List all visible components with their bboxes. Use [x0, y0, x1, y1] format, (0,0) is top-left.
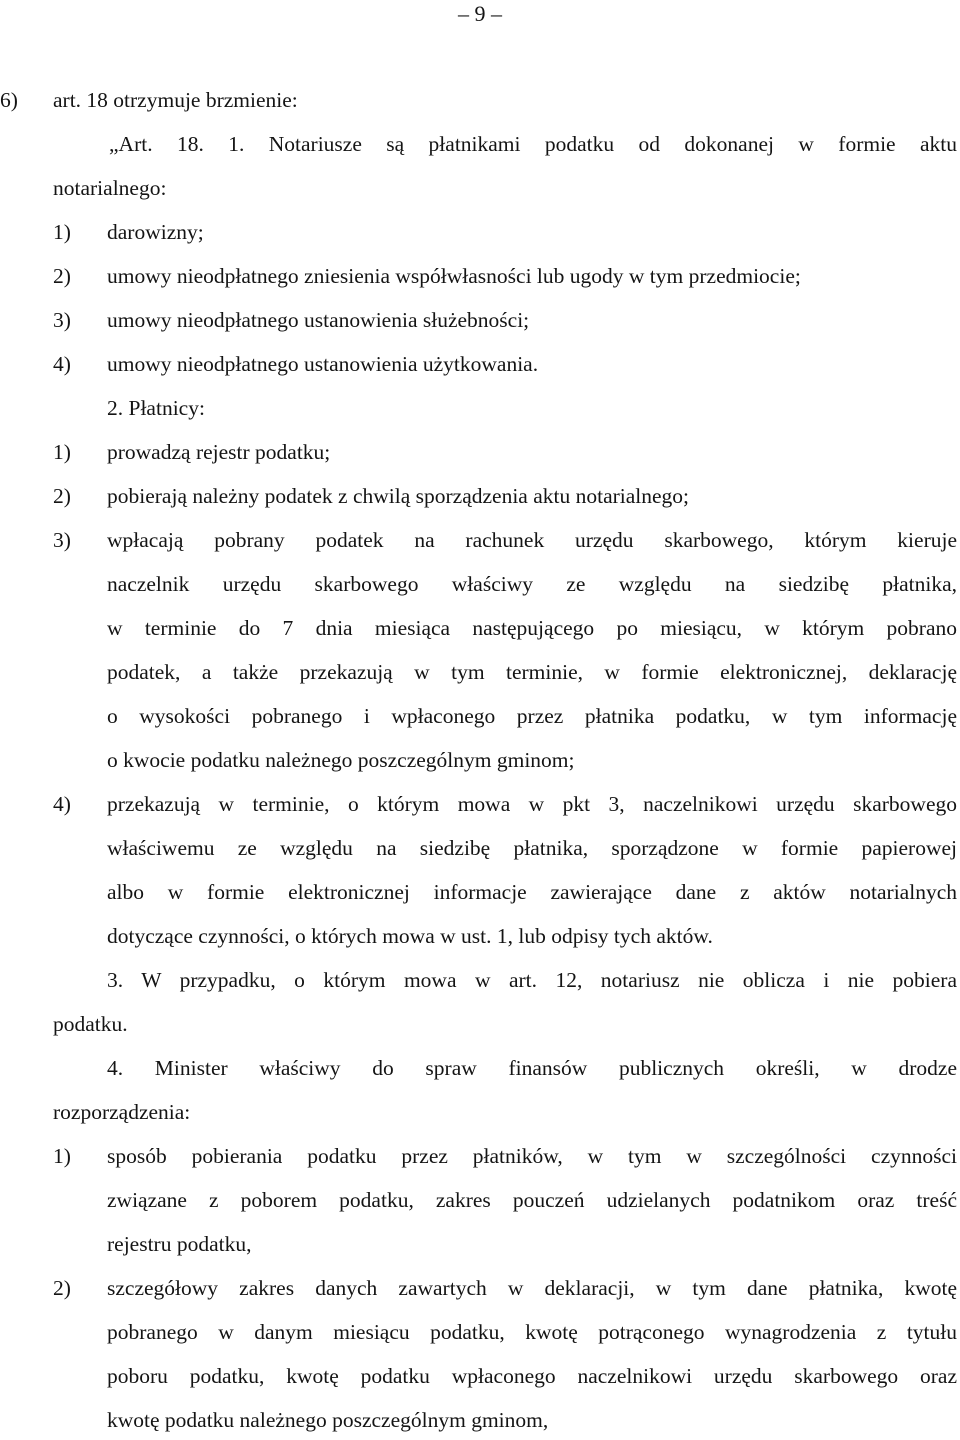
- list-item: darowizny;: [107, 220, 204, 244]
- list-item-line: albo w formie elektronicznej informacje zawierające dane z aktów notarialnych: [107, 880, 957, 904]
- list-item-line: naczelnik urzędu skarbowego właściwy ze względu na siedzibę płatnika,: [107, 572, 957, 596]
- item-number: 2): [53, 264, 71, 288]
- item-number: 4): [53, 352, 71, 376]
- list-item: pobierają należny podatek z chwilą sporządzenia aktu notarialnego;: [107, 484, 690, 508]
- list-item-line: kwotę podatku należnego poszczególnym gminom,: [107, 1408, 549, 1432]
- list-item-line: rejestru podatku,: [107, 1232, 252, 1256]
- item-number: 1): [53, 1144, 71, 1168]
- paragraph-2-heading: 2. Płatnicy:: [107, 396, 205, 420]
- amendment-intro: art. 18 otrzymuje brzmienie:: [53, 88, 298, 112]
- paragraph-1-line: notarialnego:: [53, 176, 167, 200]
- list-item-line: pobranego w danym miesiącu podatku, kwotę potrąconego wynagrodzenia z tytułu: [107, 1320, 957, 1344]
- list-item-line: o wysokości pobranego i wpłaconego przez płatnika podatku, w tym informację: [107, 704, 957, 728]
- list-item-line: przekazują w terminie, o którym mowa w pkt 3, naczelnikowi urzędu skarbowego: [107, 792, 957, 816]
- paragraph-4-line: rozporządzenia:: [53, 1100, 191, 1124]
- item-number: 3): [53, 308, 71, 332]
- item-number: 4): [53, 792, 71, 816]
- page-number: – 9 –: [458, 1, 502, 26]
- list-item-line: podatek, a także przekazują w tym terminie, w formie elektronicznej, deklarację: [107, 660, 957, 684]
- list-item-line: o kwocie podatku należnego poszczególnym gminom;: [107, 748, 575, 772]
- list-item: umowy nieodpłatnego ustanowienia użytkowania.: [107, 352, 539, 376]
- item-number: 1): [53, 220, 71, 244]
- paragraph-4-line: 4. Minister właściwy do spraw finansów publicznych określi, w drodze: [107, 1056, 957, 1080]
- list-item-line: wpłacają pobrany podatek na rachunek urzędu skarbowego, którym kieruje: [107, 528, 957, 552]
- paragraph-3-line: 3. W przypadku, o którym mowa w art. 12, notariusz nie oblicza i nie pobiera: [107, 968, 957, 992]
- list-item: umowy nieodpłatnego ustanowienia służebności;: [107, 308, 530, 332]
- item-number: 1): [53, 440, 71, 464]
- paragraph-3-line: podatku.: [53, 1012, 128, 1036]
- list-item: umowy nieodpłatnego zniesienia współwłasności lub ugody w tym przedmiocie;: [107, 264, 801, 288]
- list-item-line: właściwemu ze względu na siedzibę płatnika, sporządzone w formie papierowej: [107, 836, 957, 860]
- item-number: 2): [53, 484, 71, 508]
- item-number: 3): [53, 528, 71, 552]
- paragraph-1-line: „Art. 18. 1. Notariusze są płatnikami podatku od dokonanej w formie aktu: [109, 132, 957, 156]
- list-item-line: szczegółowy zakres danych zawartych w deklaracji, w tym dane płatnika, kwotę: [107, 1276, 957, 1300]
- list-item-line: poboru podatku, kwotę podatku wpłaconego naczelnikowi urzędu skarbowego oraz: [107, 1364, 957, 1388]
- list-item-line: związane z poborem podatku, zakres pouczeń udzielanych podatnikom oraz treść: [107, 1188, 957, 1212]
- list-item: prowadzą rejestr podatku;: [107, 440, 331, 464]
- list-item-line: sposób pobierania podatku przez płatników, w tym w szczególności czynności: [107, 1144, 957, 1168]
- item-number: 2): [53, 1276, 71, 1300]
- list-item-line: dotyczące czynności, o których mowa w ust. 1, lub odpisy tych aktów.: [107, 924, 713, 948]
- item-number: 6): [0, 88, 18, 112]
- list-item-line: w terminie do 7 dnia miesiąca następującego po miesiącu, w którym pobrano: [107, 616, 957, 640]
